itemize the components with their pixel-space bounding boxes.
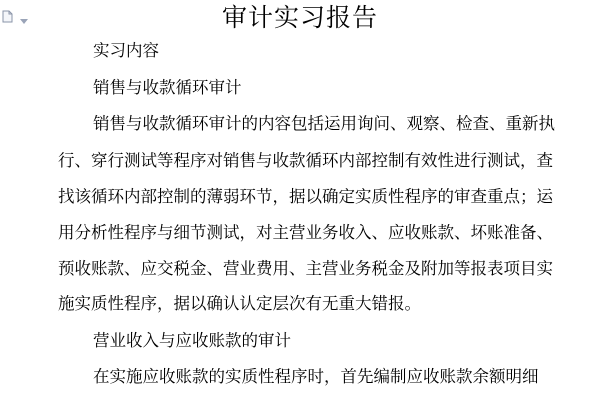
- section-heading-internship-content: 实习内容: [93, 41, 159, 60]
- section-heading-sales-cycle-audit: 销售与收款循环审计: [93, 78, 242, 97]
- section-heading-revenue-receivable-audit: 营业收入与应收账款的审计: [93, 331, 291, 350]
- paragraph-line: 行、穿行测试等程序对销售与收款循环内部控制有效性进行测试，查: [58, 151, 553, 170]
- paragraph-line: 销售与收款循环审计的内容包括运用询问、观察、检查、重新执: [93, 114, 555, 133]
- paragraph-line: 找该循环内部控制的薄弱环节，据以确定实质性程序的审查重点；运: [58, 187, 553, 206]
- paragraph-line: 预收账款、应交税金、营业费用、主营业务税金及附加等报表项目实: [58, 259, 553, 278]
- paragraph-line: 在实施应收账款的实质性程序时，首先编制应收账款余额明细: [93, 367, 539, 386]
- document-title: 审计实习报告: [221, 3, 378, 32]
- paragraph-line: 施实质性程序，据以确认认定层次有无重大错报。: [58, 294, 421, 313]
- paragraph-line: 用分析性程序与细节测试，对主营业务收入、应收账款、坏账准备、: [58, 223, 553, 242]
